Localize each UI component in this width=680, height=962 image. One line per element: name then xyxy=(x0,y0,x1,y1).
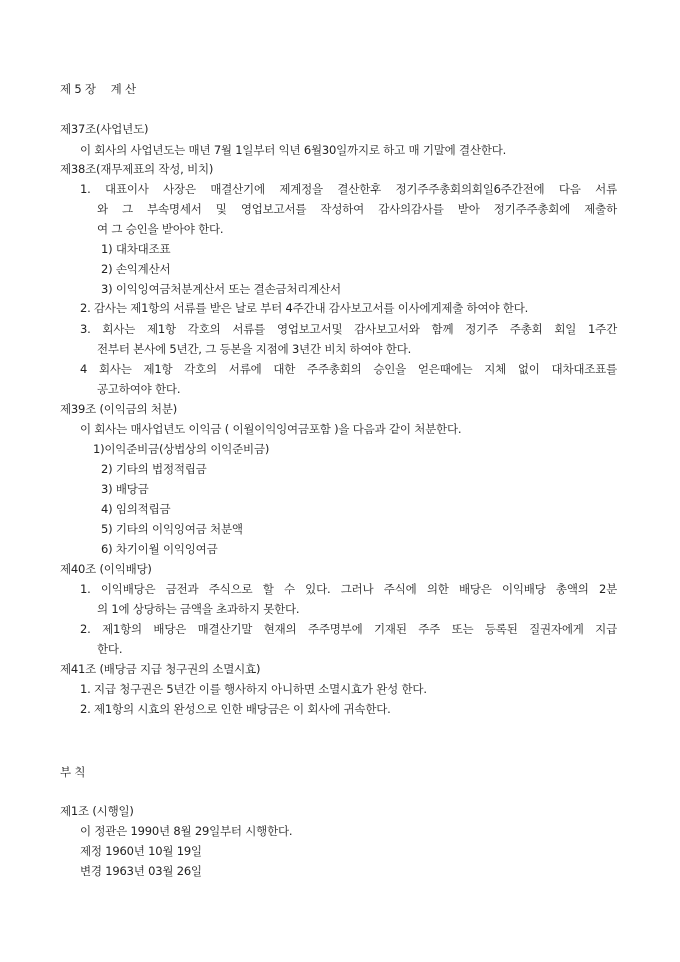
article-37-heading: 제37조(사업년도) xyxy=(60,122,149,136)
enactment-date: 제정 1960년 10월 19일 xyxy=(80,844,202,858)
article-40-paragraph-1-line-2: 의 1에 상당하는 금액을 초과하지 못한다. xyxy=(97,602,300,616)
article-41-heading: 제41조 (배당금 지급 청구권의 소멸시효) xyxy=(60,662,261,676)
article-38-paragraph-1-line-2: 와 그 부속명세서 및 영업보고서를 작성하여 감사의감사를 받아 정기주주총회에 제출하 xyxy=(97,202,617,216)
article-39-item-1: 1)이익준비금(상법상의 이익준비금) xyxy=(93,442,270,456)
chapter-title: 제 5 장 계 산 xyxy=(60,82,136,96)
article-40-paragraph-1-line-1: 1. 이익배당은 금전과 주식으로 할 수 있다. 그러나 주식에 의한 배당은 이익배당 총액의 2분 xyxy=(80,582,617,596)
article-38-paragraph-4-line-1: 4 회사는 제1항 각호의 서류에 대한 주주총회의 승인을 얻은때에는 지체 없이 대차대조표를 xyxy=(80,362,617,376)
article-39-body: 이 회사는 매사업년도 이익금 ( 이월이익잉여금포함 )을 다음과 같이 처분한다. xyxy=(80,422,462,436)
article-38-paragraph-1-line-3: 여 그 승인을 받아야 한다. xyxy=(97,222,224,236)
article-40-paragraph-2-line-1: 2. 제1항의 배당은 매결산기말 현재의 주주명부에 기재된 주주 또는 등록된 질권자에게 지급 xyxy=(80,622,617,636)
supplement-article-1-body: 이 정관은 1990년 8월 29일부터 시행한다. xyxy=(80,824,293,838)
article-39-heading: 제39조 (이익금의 처분) xyxy=(60,402,177,416)
article-39-item-3: 3) 배당금 xyxy=(101,482,149,496)
article-37-body: 이 회사의 사업년도는 매년 7월 1일부터 익년 6월30일까지로 하고 매 기말에 결산한다. xyxy=(80,143,507,157)
amendment-date: 변경 1963년 03월 26일 xyxy=(80,864,202,878)
article-41-paragraph-1: 1. 지급 청구권은 5년간 이를 행사하지 아니하면 소멸시효가 완성 한다. xyxy=(80,682,427,696)
article-38-paragraph-1-line-1: 1. 대표이사 사장은 매결산기에 제계정을 결산한후 정기주주총회의회일6주간전에 다음 서류 xyxy=(80,182,617,196)
supplement-title: 부 칙 xyxy=(60,765,86,779)
article-38-heading: 제38조(재무제표의 작성, 비치) xyxy=(60,162,214,176)
article-39-item-5: 5) 기타의 이익잉여금 처분액 xyxy=(101,522,243,536)
article-38-item-1: 1) 대차대조표 xyxy=(101,242,171,256)
article-40-heading: 제40조 (이익배당) xyxy=(60,562,152,576)
article-40-paragraph-2-line-2: 한다. xyxy=(97,642,123,656)
article-38-paragraph-2: 2. 감사는 제1항의 서류를 받은 날로 부터 4주간내 감사보고서를 이사에게제출 하여야 한다. xyxy=(80,301,529,315)
article-39-item-4: 4) 임의적립금 xyxy=(101,502,171,516)
article-39-item-2: 2) 기타의 법정적립금 xyxy=(101,462,207,476)
article-38-item-3: 3) 이익잉여금처분계산서 또는 결손금처리계산서 xyxy=(101,282,341,296)
article-38-paragraph-3-line-2: 전부터 본사에 5년간, 그 등본을 지점에 3년간 비치 하여야 한다. xyxy=(97,342,412,356)
article-39-item-6: 6) 차기이월 이익잉여금 xyxy=(101,542,218,556)
article-38-paragraph-4-line-2: 공고하여야 한다. xyxy=(97,382,181,396)
article-38-item-2: 2) 손익계산서 xyxy=(101,262,171,276)
article-41-paragraph-2: 2. 제1항의 시효의 완성으로 인한 배당금은 이 회사에 귀속한다. xyxy=(80,702,391,716)
article-38-paragraph-3-line-1: 3. 회사는 제1항 각호의 서류를 영업보고서및 감사보고서와 함께 정기주 주총회 회일 1주간 xyxy=(80,322,617,336)
supplement-article-1-heading: 제1조 (시행일) xyxy=(60,804,134,818)
